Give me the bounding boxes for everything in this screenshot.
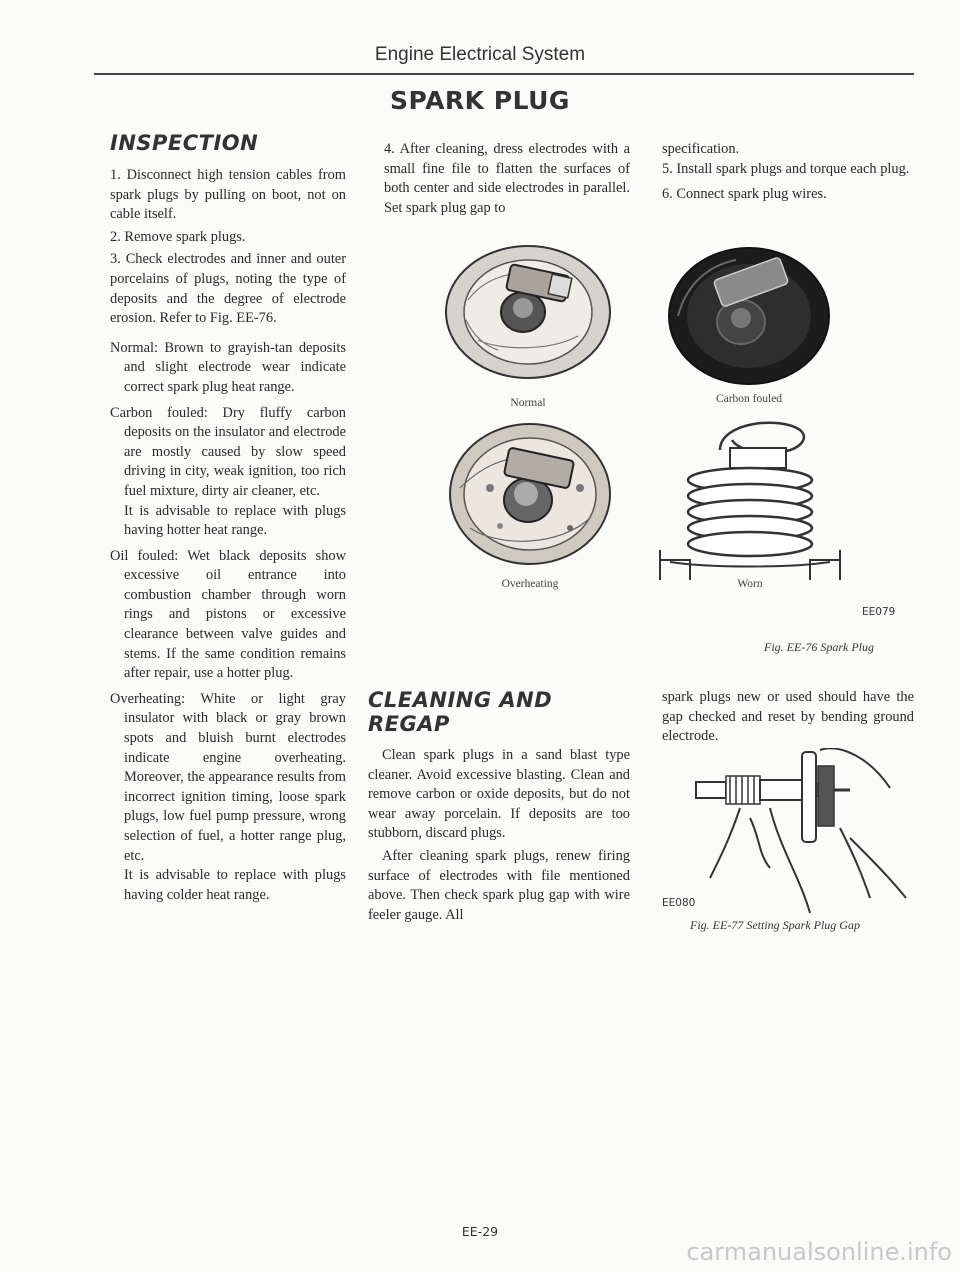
condition-overheating: Overheating: White or light gray insulator with black or gray brown spots and bluish burnt electrodes indicate engine overheating. Moreover, the appearance results from incorrect ignition timing, loose spark plugs, low fuel pump pressure, wrong selection of fuel, a hotter range plug, etc. bbox=[110, 690, 346, 864]
specification-line: specification. bbox=[662, 141, 740, 157]
worn-plug-drawing bbox=[650, 410, 850, 580]
cleaning-heading-line2: REGAP bbox=[368, 712, 450, 736]
carbon-fouled-plug-photo bbox=[666, 246, 832, 386]
normal-plug-photo bbox=[438, 240, 618, 382]
cleaning-heading bbox=[368, 688, 552, 736]
condition-oil-fouled: Oil fouled: Wet black deposits show excessive oil entrance into combustion chamber through worn rings and pistons or excessive clearance between valve guides and stems. If the same condition remains after repair, use a hotter plug. bbox=[110, 547, 346, 682]
header-rule bbox=[94, 73, 914, 75]
watermark-text: carmanualsonline.info bbox=[686, 1238, 952, 1266]
step-3: 3. Check electrodes and inner and outer porcelains of plugs, noting the type of deposits and the degree of electrode erosion. Refer to Fig. EE-76. bbox=[110, 251, 346, 327]
inspection-heading: INSPECTION bbox=[110, 131, 259, 155]
step-4: 4. After cleaning, dress electrodes with a small fine file to flatten the surfaces of both center and side electrodes in parallel. Set spark plug gap to bbox=[384, 141, 630, 216]
step-6: 6. Connect spark plug wires. bbox=[662, 186, 827, 203]
caption-overheating: Overheating bbox=[501, 578, 559, 590]
figure-77-caption: Fig. EE-77 Setting Spark Plug Gap bbox=[690, 918, 860, 932]
figure-code-ee080: EE080 bbox=[662, 897, 696, 909]
section-title: SPARK PLUG bbox=[390, 86, 570, 115]
figure-76-caption: Fig. EE-76 Spark Plug bbox=[764, 640, 874, 654]
caption-carbon-fouled: Carbon fouled bbox=[715, 393, 783, 405]
running-header: Engine Electrical System bbox=[374, 44, 586, 65]
overheating-plug-photo bbox=[440, 418, 620, 568]
watermark bbox=[0, 1238, 960, 1266]
cleaning-column bbox=[368, 746, 630, 928]
carbon-advice: It is advisable to replace with plugs having hotter heat range. bbox=[124, 502, 346, 539]
gap-setting-drawing bbox=[690, 748, 910, 918]
cleaning-para-1: Clean spark plugs in a sand blast type cleaner. Avoid excessive blasting. Clean and remove carbon or oxide deposits, but do not wear away porcelain. If deposits are too stubborn, discard plugs. bbox=[368, 747, 630, 842]
regap-paragraph: spark plugs new or used should have the gap checked and reset by bending ground electrode. bbox=[662, 689, 914, 745]
page-number: EE-29 bbox=[461, 1224, 499, 1239]
overheating-advice: It is advisable to replace with plugs having colder heat range. bbox=[124, 867, 346, 903]
condition-normal: Normal: Brown to grayish-tan deposits and slight electrode wear indicate correct spark plug heat range. bbox=[110, 339, 346, 395]
caption-worn: Worn bbox=[737, 578, 763, 590]
cleaning-para-2: After cleaning spark plugs, renew firing surface of electrodes with file mentioned above. Then check spark plug gap with wire feeler gauge. All bbox=[368, 847, 630, 923]
figure-code-ee079: EE079 bbox=[862, 606, 896, 618]
step-2: 2. Remove spark plugs. bbox=[110, 228, 246, 245]
cleaning-heading-line1: CLEANING AND bbox=[368, 688, 553, 712]
caption-normal: Normal bbox=[510, 397, 546, 409]
step-5: 5. Install spark plugs and torque each plug. bbox=[662, 160, 910, 177]
inspection-column bbox=[110, 166, 346, 908]
condition-carbon-fouled: Carbon fouled: Dry fluffy carbon deposits on the insulator and electrode are mostly caused by slow speed driving in city, weak ignition, too rich fuel mixture, dirty air cleaner, etc. bbox=[110, 404, 346, 499]
step-1: 1. Disconnect high tension cables from spark plugs by pulling on boot, not on cable itself. bbox=[110, 167, 346, 223]
steps-5-6 bbox=[662, 140, 914, 208]
